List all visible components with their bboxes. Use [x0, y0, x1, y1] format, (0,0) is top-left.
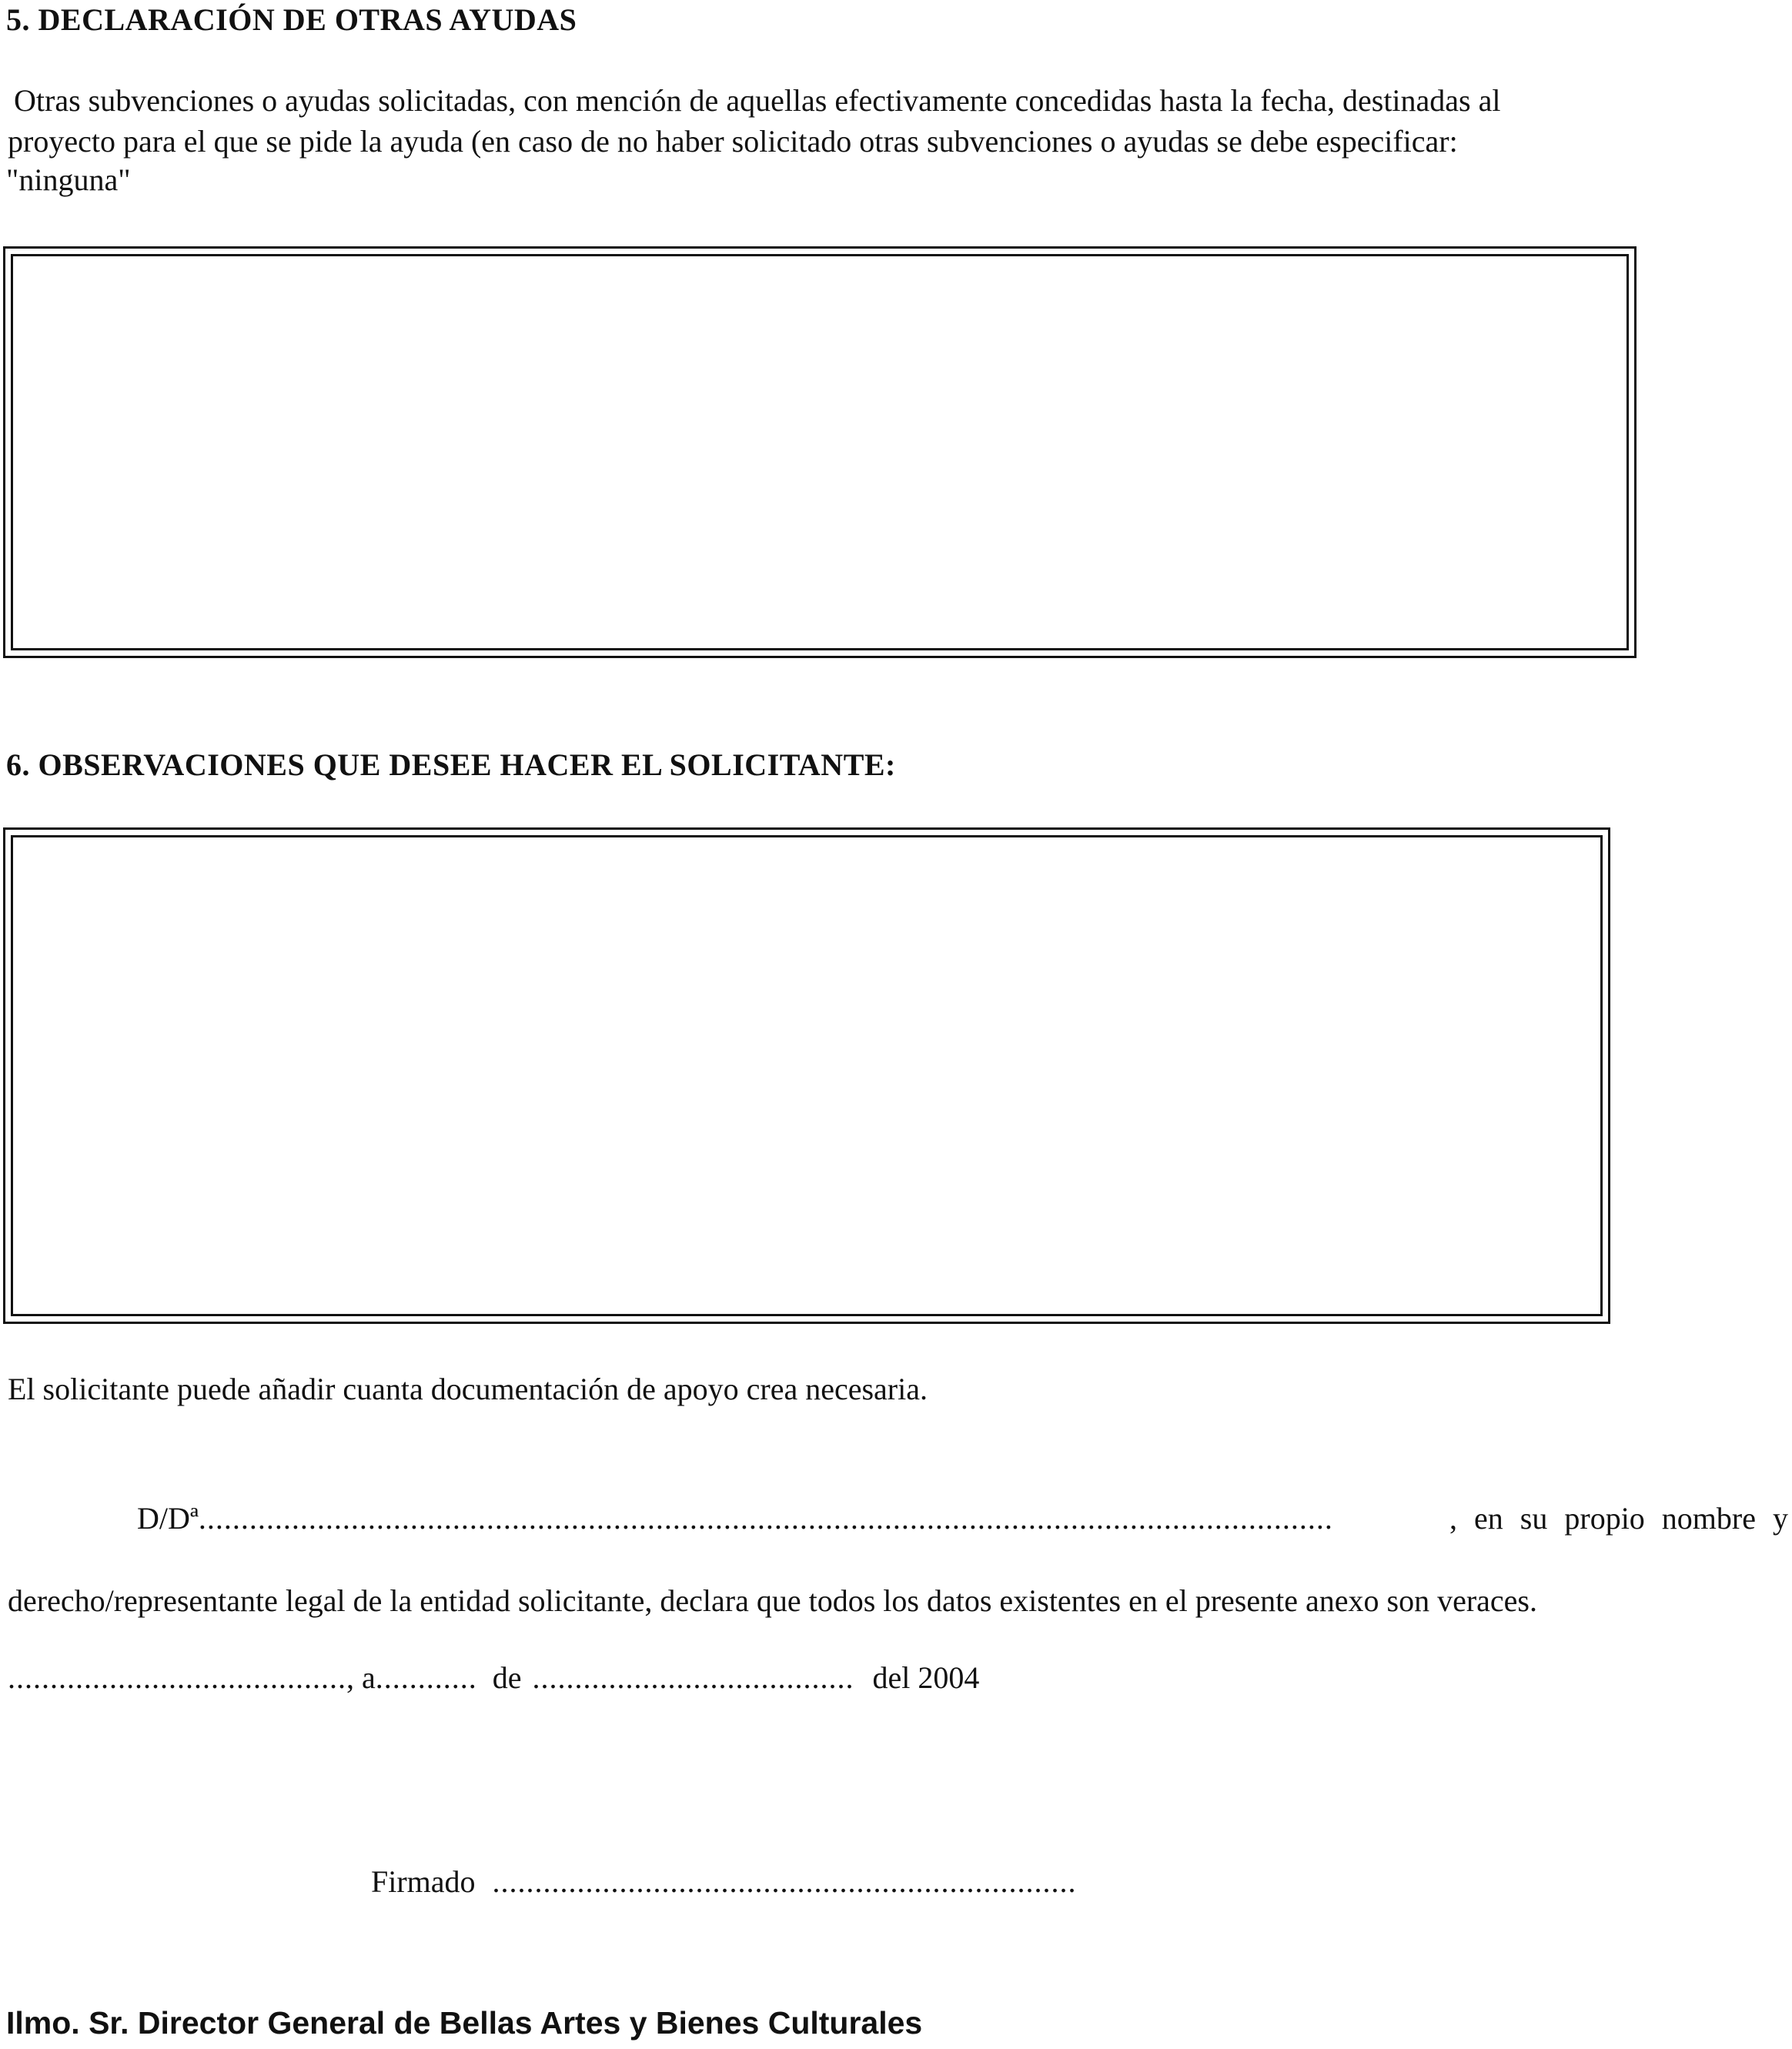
- section-5-description-line-1: Otras subvenciones o ayudas solicitadas, con mención de aquellas efectivamente concedidas hasta la fecha, destinadas al: [14, 83, 1501, 118]
- observations-text-box[interactable]: [3, 827, 1610, 1324]
- declaration-suffix: , en su propio nombre y: [1449, 1501, 1788, 1536]
- declaration-name-line: [137, 1499, 1788, 1537]
- place-field[interactable]: ........................................: [8, 1660, 346, 1695]
- year-label: del 2004: [872, 1660, 980, 1695]
- date-line: [8, 1659, 979, 1696]
- day-field[interactable]: ............: [375, 1660, 477, 1695]
- date-de-label: de: [492, 1660, 522, 1695]
- section-6-title: 6. OBSERVACIONES QUE DESEE HACER EL SOLICITANTE:: [6, 747, 896, 782]
- signature-label: Firmado: [371, 1864, 476, 1899]
- section-5-title: 5. DECLARACIÓN DE OTRAS AYUDAS: [6, 2, 577, 37]
- section-5-description-line-3: "ninguna": [6, 162, 131, 197]
- other-aid-text-box-inner-border: [11, 254, 1629, 650]
- addressee: Ilmo. Sr. Director General de Bellas Artes y Bienes Culturales: [6, 2005, 923, 2041]
- declaration-prefix: D/Dª: [137, 1501, 199, 1536]
- observations-text-box-inner-border: [11, 835, 1603, 1316]
- month-field[interactable]: ......................................: [532, 1660, 854, 1695]
- signature-field[interactable]: .....................................................................: [492, 1864, 1077, 1899]
- other-aid-text-box[interactable]: [3, 246, 1637, 658]
- declarant-name-field[interactable]: ......................................................................................................................................: [198, 1501, 1333, 1536]
- signature-line: [371, 1863, 1077, 1900]
- declaration-statement: derecho/representante legal de la entidad solicitante, declara que todos los datos existentes en el presente anexo son veraces.: [8, 1583, 1537, 1618]
- date-a-label: , a: [346, 1660, 376, 1695]
- section-5-description-line-2: proyecto para el que se pide la ayuda (en caso de no haber solicitado otras subvenciones o ayudas se debe especificar:: [8, 124, 1458, 159]
- supporting-documentation-note: El solicitante puede añadir cuanta documentación de apoyo crea necesaria.: [8, 1372, 928, 1406]
